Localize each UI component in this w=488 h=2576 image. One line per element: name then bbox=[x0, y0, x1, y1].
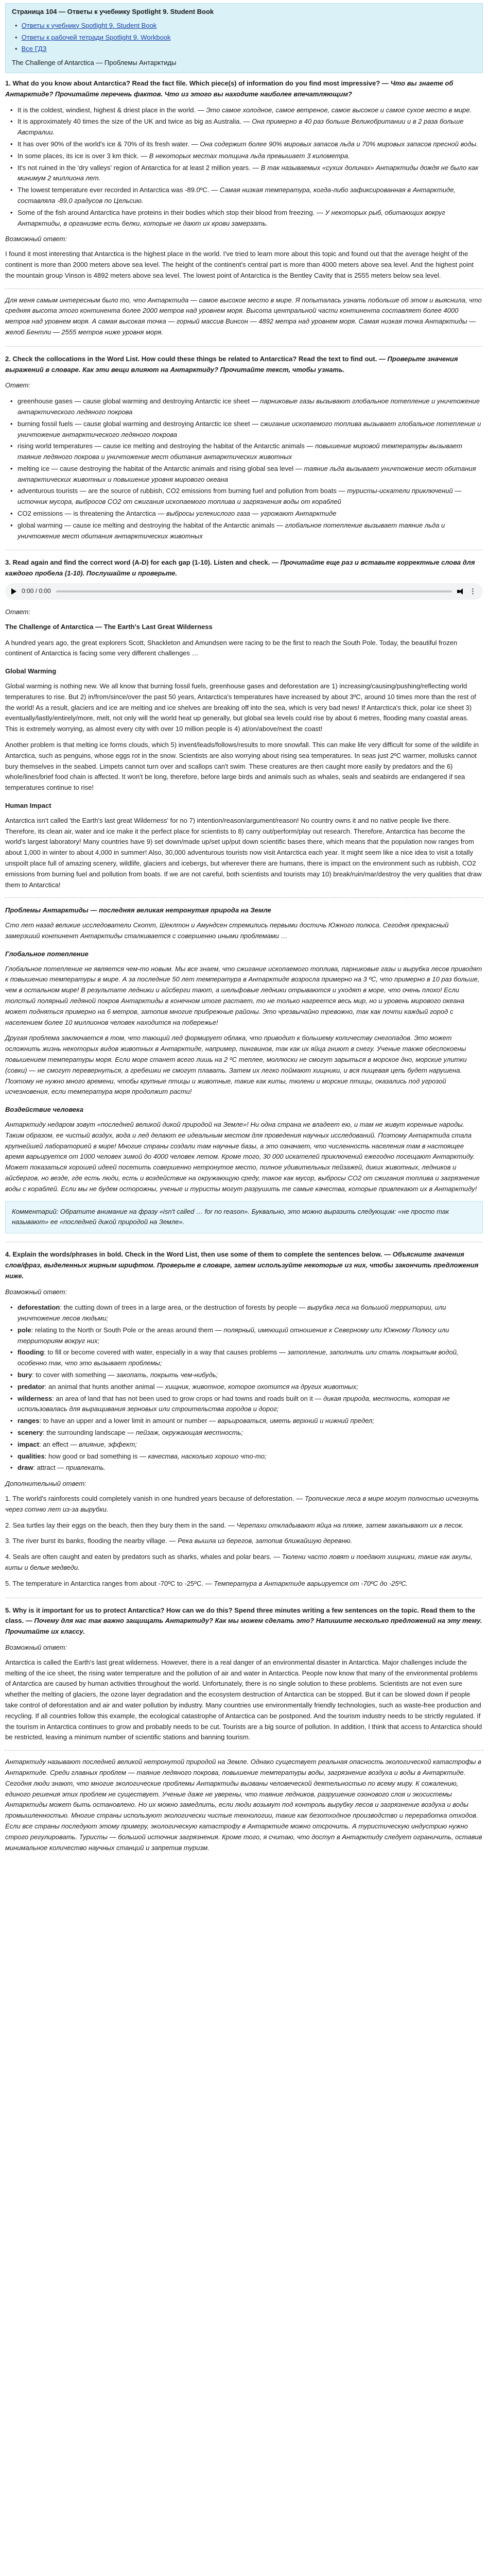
translation-paragraph: Антарктиду недаром зовут «последней великой дикой природой на Земле»! Ни одна страна не владеет ею, и там не живут коренные народы. Таким образом, ее чистый воздух, вода и лед делают ее идеальным местом для проведения научных исследований. Поэтому Антарктида стала крупнейшей лабораторией в мире! Многие страны создали там научные базы, а это означает, что численность населения там в настоящее время варьируется от 1000 человек зимой до 4000 человек летом. Кроме того, 30 000 искателей приключений ежегодно посещают Антарктиду. Может показаться хорошей идеей посетить совершенно нетронутое место, полное удивительных пейзажей, диких животных, ледников и айсбергов, но везде, где есть люди, есть и воздействие на окружающую среду, такое как мусор, выбросы CO2 от сжигания топлива и загрязнение воды с кораблей. Если мы не будем осторожны, ученые и туристы могут разрушить те самые качества, которые привлекают их в Антарктиду! bbox=[5, 1120, 480, 1193]
word-ru: качества, насколько хорошо что-то; bbox=[148, 1452, 267, 1460]
question-2-ru: Проверьте значения выражений в словаре. Как эти вещи влияют на Антарктиду? Прочитайте текст, чтобы узнать. bbox=[5, 354, 458, 374]
word-item bbox=[10, 1416, 483, 1427]
word-term: bury bbox=[18, 1371, 32, 1379]
answer-label: Возможный ответ: bbox=[5, 235, 67, 243]
audio-player bbox=[5, 583, 483, 600]
fact-ru: Это самое холодное, самое ветреное, самое высокое и самое сухое место в мире. bbox=[206, 106, 472, 114]
collocation-en: greenhouse gases — cause global warming and destroying Antarctic ice sheet — bbox=[18, 397, 258, 405]
sentence bbox=[5, 1520, 483, 1531]
answer-ru: Антарктиду называют последней великой нетронутой природой на Земле. Однако существует реальная опасность экологической катастрофы в Антарктиде. Среди главных проблем — таяние ледяного покрова, повышение температуры воды, загрязнение воздуха и воды в Антарктиде. Сегодня люди знают, что многие экологические проблемы Антарктиды вызваны человеческой деятельностью по всему миру. К сожалению, единого решения этих проблем не существует. Ученые даже не уверены, что таяние ледников, разрушение озонового слоя и экосистемы Антарктиды может быть остановлено. Но их можно замедлить, если люди возьмут под контроль вырубку лесов и загрязнение воздуха и воды промышленностью. Многие страны используют экологически чистые технологии, такие как безотходное производство и переработка отходов. Если все страны последуют этому примеру, экологическую катастрофу в Антарктиде можно отсрочить. А туристическую индустрию нужно строго регулировать. Туристы — большой источник загрязнения. Кроме того, я считаю, что доступ в Антарктиду следует ограничить, оставив минимальное количество научных станций и запретив туризм. bbox=[5, 1758, 482, 1852]
sentence-ru: Река вышла из берегов, затопив ближайшую деревню. bbox=[178, 1537, 353, 1545]
collocation-ru: парниковые газы вызывают глобальное потепление и уничтожение антарктического ледяного покрова bbox=[18, 397, 480, 416]
fact-ru: В так называемых «сухих долинах» Антарктиды дождя не было как минимум 2 миллиона лет. bbox=[18, 163, 479, 182]
collocation-list bbox=[10, 396, 483, 541]
nav-item bbox=[15, 44, 476, 55]
nav-item bbox=[15, 21, 476, 31]
question-3-ru: Прочитайте еще раз и вставьте корректные слова для каждого пробела (1-10). Послушайте и проверьте. bbox=[5, 558, 475, 578]
word-definition: : how good or bad something is — bbox=[44, 1452, 147, 1460]
question-2 bbox=[5, 346, 483, 376]
fact-en: It is approximately 40 times the size of the UK and twice as big as Australia. — bbox=[18, 117, 250, 126]
fact-en: It is the coldest, windiest, highest & driest place in the world. — bbox=[18, 106, 204, 114]
question-3 bbox=[5, 550, 483, 579]
sentence bbox=[5, 1579, 483, 1589]
sentence-en: 2. Sea turtles lay their eggs on the beach, then they bury them in the sand. — bbox=[5, 1521, 235, 1529]
fact-item bbox=[10, 163, 483, 184]
text-paragraph: A hundred years ago, the great explorers Scott, Shackleton and Amundsen were racing to be the first to reach the South Pole. Today, the beautiful frozen continent of Antarctica is facing some very different challenges … bbox=[5, 638, 458, 657]
answer-ru: Для меня самым интересным было то, что Антарктида — самое высокое место в мире. Я попыталась узнать побольше об этом и выяснила, что средняя высота этого континента более 2000 метров над уровнем моря. Высота центральной части континента составляет более 4000 метров над уровнем моря. А самая высокая точка — горный массив Винсон — 4892 метра над уровнем моря. Самая низкая точка Антарктиды — желоб Бентли — 2555 метров ниже уровня моря. bbox=[5, 296, 482, 336]
link-student-book[interactable]: Ответы к учебнику Spotlight 9. Student Book bbox=[21, 21, 157, 29]
word-item bbox=[10, 1325, 483, 1347]
collocation-ru: глобальное потепление вызывает таяние льда и уничтожение мест обитания антарктических животных bbox=[18, 521, 445, 540]
collocation-ru: таяние льда вызывает уничтожение мест обитания антарктических животных и повышение уровня мирового океана bbox=[18, 464, 476, 483]
section-heading: Human Impact bbox=[5, 802, 51, 810]
text-paragraph: Global warming is nothing new. We all know that burning fossil fuels, greenhouse gases and deforestation are 1) increasing/causing/pushing/reflecting world temperatures to rise. But 2) in/from/since/over the past 50 years, Antarctica's temperatures have increased by about 3ºC, around 10 times more than the rest of the world! As a result, glaciers and ice are melting and ice shelves are breaking off into the sea, which is very bad news! If Antarctica's thick, polar ice sheet 3) eventually/lastly/entirely/more, melt, not only will the world heat up generally, but global sea levels could rise by about 6 metres, flooding many coastal areas. This is extremely worrying, as almost every city with over 10 million people is 4) at/on/above/next the coast! bbox=[5, 682, 476, 733]
question-4 bbox=[5, 1242, 483, 1281]
fact-item bbox=[10, 139, 483, 150]
word-item bbox=[10, 1370, 483, 1381]
answer-en: I found it most interesting that Antarctica is the highest place in the world. I've tried to learn more about this topic and found out that the average height of the continent is more than 2000 meters above sea level. The height of the continent's central part is more than 4000 meters above sea level. And the highest point the mountain group Vinson is 4892 meters above sea level. The lowest point of Antarctica is the Bentley Cavity that is 2555 meters below sea level. bbox=[5, 250, 474, 279]
fact-item bbox=[10, 208, 483, 229]
nav-item bbox=[15, 32, 476, 43]
audio-progress-bar[interactable] bbox=[56, 590, 452, 592]
word-item bbox=[10, 1382, 483, 1393]
word-definition: : the cutting down of trees in a large area, or the destruction of forests by people — bbox=[60, 1303, 306, 1312]
collocation-en: rising world temperatures — cause ice melting and destroying the habitat of the Antarctic animals — bbox=[18, 442, 313, 450]
sentence-en: 5. The temperature in Antarctica ranges from about -70ºC to -25ºC. — bbox=[5, 1579, 212, 1587]
question-5 bbox=[5, 1598, 483, 1637]
sentence bbox=[5, 1552, 483, 1573]
volume-icon[interactable] bbox=[457, 588, 464, 595]
word-item bbox=[10, 1439, 483, 1450]
fact-item bbox=[10, 185, 483, 207]
collocation-item bbox=[10, 441, 483, 463]
word-term: flooding bbox=[18, 1348, 44, 1357]
question-1-en: 1. What do you know about Antarctica? Read the fact file. Which piece(s) of information do you find most impressive? — bbox=[5, 79, 389, 87]
word-ru: варьироваться, иметь верхний и нижний предел; bbox=[217, 1417, 374, 1425]
fact-en: Some of the fish around Antarctica have proteins in their bodies which stop their blood from freezing. — bbox=[18, 208, 323, 216]
page-subtitle: The Challenge of Antarctica — Проблемы Антарктиды bbox=[12, 59, 177, 67]
word-definition: : to have an upper and a lower limit in amount or number — bbox=[39, 1417, 216, 1425]
sentence-ru: Тюлени часто ловят и поедают хищники, такие как акулы, киты и белые медведи. bbox=[5, 1553, 473, 1572]
fact-ru: В некоторых местах толщина льда превышает 3 километра. bbox=[149, 151, 350, 160]
collocation-ru: сжигание ископаемого топлива вызывает глобальное потепление и уничтожение антарктического ледяного покрова bbox=[18, 419, 481, 438]
comment-note: Комментарий: Обратите внимание на фразу «isn't called … for no reason». Буквально, это можно выразить следующим: «не просто так называют» ее «последней дикой природой на Земле». bbox=[5, 1201, 483, 1234]
question-1 bbox=[5, 78, 483, 100]
question-5-ru: Почему для нас так важно защищать Антарктиду? Как мы можем сделать это? Напишите несколько предложений на эту тему. Прочитайте их классу. bbox=[5, 1617, 482, 1636]
text-title: The Challenge of Antarctica — The Earth's Last Great Wilderness bbox=[5, 622, 213, 631]
word-item bbox=[10, 1428, 483, 1438]
fact-ru: Она содержит более 90% мировых запасов льда и 70% мировых запасов пресной воды. bbox=[200, 140, 478, 148]
collocation-item bbox=[10, 396, 483, 418]
collocation-item bbox=[10, 486, 483, 507]
answer-label: Ответ: bbox=[5, 381, 30, 389]
word-ru: дикая природа, местность, которая не использовалась для выращивания зерновых или строительства городов и дорог; bbox=[18, 1394, 450, 1413]
play-icon[interactable] bbox=[11, 588, 16, 595]
translation-paragraph: Сто лет назад великие исследователи Скотт, Шеклтон и Амундсен стремились первыми достичь Южного полюса. Сегодня прекрасный замерзший континент Антарктиды сталкивается с совершенно иными проблемами … bbox=[5, 921, 449, 940]
word-definition: : the surrounding landscape — bbox=[43, 1429, 134, 1437]
sentence-ru: Черепахи откладывают яйца на пляже, затем закапывают их в песок. bbox=[236, 1521, 464, 1529]
collocation-en: adventurous tourists — are the source of rubbish, CO2 emissions from burning fuel and pollution from boats — bbox=[18, 487, 345, 495]
word-item bbox=[10, 1302, 483, 1324]
text-paragraph: Antarctica isn't called 'the Earth's last great Wilderness' for no 7) intention/reason/argument/reason! No country owns it and no native people live there. Therefore, its clean air, water and ice make it the perfect place for scientists to 8) carry out/perform/play out research. Therefore, Antarctica has become the world's largest laboratory! Many countries have 9) set down/made up/set up/put down scientific bases there, which means that the population now ranges from about 1,000 in winter to about 4,000 in summer! Also, 30,000 adventurous tourists now visit Antarctica each year. It might seem like a nice idea to visit a totally unspoilt place full of amazing scenery, wildlife, glaciers and icebergs, but wherever there are humans, there is impact on the environment such as rubbish, CO2 emissions from burning fuel and pollution from boats. If we are not careful, both scientists and tourists may 10) break/ruin/mar/destroy the very qualities that draw them to Antarctica! bbox=[5, 816, 482, 889]
answer-label: Возможный ответ: bbox=[5, 1643, 67, 1652]
word-definition: : to fill or become covered with water, especially in a way that causes problems — bbox=[44, 1348, 286, 1357]
word-ru: закопать, покрыть чем-нибудь; bbox=[116, 1371, 218, 1379]
word-ru: вырубка леса на большой территории, или уничтожение лесов людьми; bbox=[18, 1303, 446, 1323]
word-ru: влияние, эффект; bbox=[79, 1440, 137, 1448]
fact-en: It's not ruined in the 'dry valleys' region of Antarctica for at least 2 million years. — bbox=[18, 163, 259, 172]
word-definition: : an effect — bbox=[39, 1440, 77, 1448]
word-item bbox=[10, 1451, 483, 1462]
fact-item bbox=[10, 151, 483, 162]
word-definition: : an animal that hunts another animal — bbox=[44, 1382, 164, 1391]
fact-ru: Она примерно в 40 раз больше Великобритании и в 2 раза больше Австралии. bbox=[18, 117, 464, 137]
divider bbox=[5, 1750, 483, 1751]
section-heading: Воздействие человека bbox=[5, 1106, 83, 1114]
word-ru: затопление, заполнить или стать покрытым водой, особенно так, что это вызывает проблемы; bbox=[18, 1348, 459, 1367]
question-2-en: 2. Check the collocations in the Word List. How could these things be related to Antarctica? Read the text to find out. — bbox=[5, 354, 386, 363]
more-options-icon[interactable]: ⋮ bbox=[469, 587, 477, 595]
collocation-item bbox=[10, 520, 483, 542]
translation-paragraph: Глобальное потепление не является чем-то новым. Мы все знаем, что сжигание ископаемого топлива, парниковые газы и вырубка лесов приводят к повышению температуры в мире. А за последние 50 лет температура в Антарктиде возросла примерно на 3 ºC, что примерно в 10 раз больше, чем в остальном мире! В результате ледники и айсберги тают, а шельфовые ледники отрываются и уходят в море, что очень плохо! Если толстый полярный ледяной покров Антарктиды в конечном итоге растает, то не только нагреется весь мир, но и уровень мирового океана может подняться примерно на 6 метров, затопив многие прибрежные районы. Это чрезвычайно тревожно, так как почти каждый город с населением более 10 миллионов человек находится на побережье! bbox=[5, 964, 482, 1026]
answer-label: Дополнительный ответ: bbox=[5, 1480, 86, 1488]
fact-en: It has over 90% of the world's ice & 70% of its fresh water. — bbox=[18, 140, 198, 148]
audio-time: 0:00 / 0:00 bbox=[22, 587, 51, 595]
word-list bbox=[10, 1302, 483, 1473]
word-ru: полярный, имеющий отношение к Северному или Южному Полюсу или территориям вокруг них; bbox=[18, 1326, 449, 1345]
fact-list bbox=[10, 105, 483, 229]
fact-en: The lowest temperature ever recorded in Antarctica was -89.0ºC. — bbox=[18, 186, 218, 194]
divider bbox=[5, 897, 483, 898]
page-header bbox=[5, 3, 483, 73]
question-3-en: 3. Read again and find the correct word (A-D) for each gap (1-10). Listen and check. — bbox=[5, 558, 278, 567]
question-4-en: 4. Explain the words/phrases in bold. Check in the Word List, then use some of them to complete the sentences below. — bbox=[5, 1250, 391, 1259]
section-heading: Глобальное потепление bbox=[5, 950, 89, 958]
word-item bbox=[10, 1394, 483, 1415]
question-1-ru: Что вы знаете об Антарктиде? Прочитайте перечень фактов. Что из этого вы находите наиболее впечатляющим? bbox=[5, 79, 454, 98]
word-ru: привлекать. bbox=[65, 1464, 106, 1472]
sentence-ru: Тропические леса в мире могут полностью исчезнуть через сотню лет из-за вырубки. bbox=[5, 1495, 479, 1513]
word-term: pole bbox=[18, 1326, 31, 1334]
word-term: wilderness bbox=[18, 1394, 53, 1402]
section-heading: Global Warming bbox=[5, 667, 57, 675]
sentence bbox=[5, 1494, 483, 1515]
word-definition: : to cover with something — bbox=[32, 1371, 115, 1379]
word-term: qualities bbox=[18, 1452, 45, 1460]
collocation-en: global warming — cause ice melting and destroying the habitat of the Antarctic animals — bbox=[18, 521, 283, 529]
sentence-en: 3. The river burst its banks, flooding the nearby village. — bbox=[5, 1537, 176, 1545]
collocation-en: burning fossil fuels — cause global warming and destroying Antarctic ice sheet — bbox=[18, 419, 259, 428]
word-term: predator bbox=[18, 1382, 45, 1391]
answer-label: Ответ: bbox=[5, 608, 30, 616]
question-4-ru: Объясните значения слов/фраз, выделенных жирным шрифтом. Проверьте в словаре, затем используйте некоторые из них, чтобы закончить предложения ниже. bbox=[5, 1250, 479, 1280]
fact-ru: У некоторых рыб, обитающих вокруг Антарктиды, в организме есть белки, которые не дают их крови замерзать. bbox=[18, 208, 445, 227]
collocation-item bbox=[10, 509, 483, 519]
word-definition: : relating to the North or South Pole or the areas around them — bbox=[31, 1326, 222, 1334]
word-definition: : attract — bbox=[33, 1464, 64, 1472]
collocation-item bbox=[10, 464, 483, 485]
word-term: scenery bbox=[18, 1429, 43, 1437]
fact-ru: Самая низкая температура, когда-либо зафиксированная в Антарктиде, составляла -89,0 градусов по Цельсию. bbox=[18, 186, 456, 205]
answer-en: Antarctica is called the Earth's last great wilderness. However, there is a real danger of an environmental disaster in Antarctica. Major challenges include the melting of the ice sheet, the rising water temperature and the pollution of air and water in Antarctica. People now know that many of the environmental problems of Antarctica are caused by human activities throughout the world. Unfortunately, there is no single solution to these problems. Scientists are not even sure whether the melting of glaciers, the ozone layer degradation and the ecosystem destruction of Antarctica can be stopped. But it can be slowed down if people take control of deforestation and air and water pollution by industry. Many countries use environmentally friendly technologies, such as waste-free production and recycling. If all countries follow this example, the ecological catastrophe of Antarctica can be postponed. And the tourism industry needs to be strictly regulated. If the tourism in Antarctica continues to grow and probably needs to be cut. Tourists are a big source of pollution. In addition, I think that access to Antarctica should be restricted, leaving a minimum number of scientific stations and banning tourism. bbox=[5, 1658, 482, 1741]
word-definition: : an area of land that has not been used to grow crops or had towns and roads built on it — bbox=[52, 1394, 322, 1402]
word-term: ranges bbox=[18, 1417, 40, 1425]
sentence-ru: Температура в Антарктиде варьируется от -70ºC до -25ºC. bbox=[214, 1579, 408, 1587]
fact-item bbox=[10, 105, 483, 116]
collocation-ru: выбросы углекислого газа — угрожают Антарктиде bbox=[166, 510, 337, 518]
collocation-en: CO2 emissions — is threatening the Antarctica — bbox=[18, 510, 165, 518]
question-5-en: 5. Why is it important for us to protect Antarctica? How can we do this? Spend three minutes writing a few sentences on the topic. Read them to the class. — bbox=[5, 1606, 476, 1625]
collocation-en: melting ice — cause destroying the habitat of the Antarctic animals and rising global sea level — bbox=[18, 464, 302, 472]
word-ru: хищник, животное, которое охотится на других животных; bbox=[165, 1382, 358, 1391]
text-paragraph: Another problem is that melting ice forms clouds, which 5) invent/leads/follows/results to more snowfall. This can make life very difficult for some of the wildlife in Antarctica, such as penguins, whose eggs rot in the snow. Scientists are also worrying about rising sea temperatures. In seas just 2ºC warmer, mollusks cannot bury themselves in the seabed. Limpets cannot turn over and scallops can't swim. These creatures are then caught more easily by predators and the 6) whole/lines/brief food chain is affected. It won't be long, therefore, before large birds and animals such as whales, seals and seabirds are endangered if sea temperatures continue to rise! bbox=[5, 741, 479, 792]
link-all-gdz[interactable]: Все ГДЗ bbox=[21, 45, 47, 53]
collocation-item bbox=[10, 419, 483, 440]
link-workbook[interactable]: Ответы к рабочей тетради Spotlight 9. Workbook bbox=[21, 33, 171, 41]
collocation-ru: туристы-искатели приключений — источник мусора, выбросов CO2 от сжигания ископаемого топлива и загрязнения воды от кораблей bbox=[18, 487, 462, 506]
fact-item bbox=[10, 116, 483, 138]
fact-en: In some places, its ice is over 3 km thick. — bbox=[18, 151, 148, 160]
translation-title: Проблемы Антарктиды — последняя великая нетронутая природа на Земле bbox=[5, 906, 271, 914]
translation-block bbox=[5, 905, 483, 1194]
sentence bbox=[5, 1536, 483, 1547]
collocation-ru: повышение мировой температуры вызывает таяние ледяного покрова и уничтожение мест обитания антарктических животных bbox=[18, 442, 462, 461]
nav-links bbox=[15, 21, 476, 55]
page-label: Страница 104 — Ответы к учебнику Spotlight 9. Student Book bbox=[12, 8, 214, 15]
sentence-en: 1. The world's rainforests could completely vanish in one hundred years because of deforestation. — bbox=[5, 1495, 303, 1503]
word-ru: пейзаж, окружающая местность; bbox=[135, 1429, 243, 1437]
word-term: impact bbox=[18, 1440, 39, 1448]
answer-label: Возможный ответ: bbox=[5, 1287, 67, 1296]
word-item bbox=[10, 1347, 483, 1369]
word-item bbox=[10, 1463, 483, 1473]
translation-paragraph: Другая проблема заключается в том, что тающий лед формирует облака, что приводит к большему количеству снегопадов. Это может осложнить жизнь некоторых видов животных в Антарктиде, например, пингвинов, так как их яйца гниют в снегу. Ученые также обеспокоены повышением температуры моря. Если море станет всего лишь на 2 ºC теплее, моллюски не смогут зарыться в морское дно, морские улитки (совки) — не смогут перевернуться, а гребешки не смогут плавать. Затем их легко поймают хищники, и вся пищевая цепь будет нарушена. Поэтому не нужно много времени, чтобы крупные птицы и животные, такие как киты, тюлени и морские птицы, оказались под угрозой исчезновения, если температура моря продолжит расти! bbox=[5, 1034, 467, 1096]
word-term: draw bbox=[18, 1464, 33, 1472]
word-term: deforestation bbox=[18, 1303, 60, 1312]
sentence-en: 4. Seals are often caught and eaten by predators such as sharks, whales and polar bears. — bbox=[5, 1553, 281, 1561]
